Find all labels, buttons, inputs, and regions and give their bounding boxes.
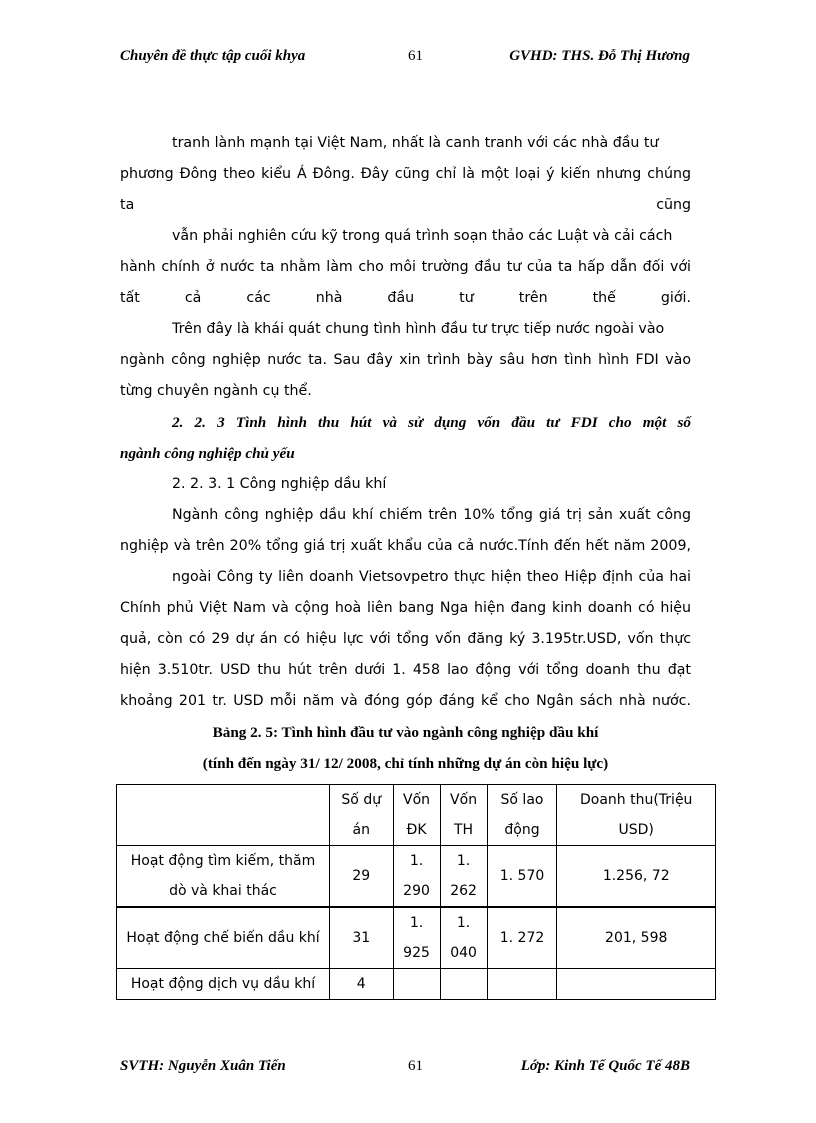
cell-projects: 29 (330, 846, 394, 908)
page-footer (120, 1058, 690, 1080)
paragraph-line: hành chính ở nước ta nhằm làm cho môi trường đầu tư của ta hấp dẫn đối với (120, 259, 691, 275)
paragraph-line: nghiệp và trên 20% tổng giá trị xuất khẩu của cả nước.Tính đến hết năm 2009, (120, 538, 691, 554)
section-heading: 2. 2. 3 Tình hình thu hút và sử dụng vốn đầu tư FDI cho một số (172, 414, 691, 431)
table-subcaption: (tính đến ngày 31/ 12/ 2008, chỉ tính những dự án còn hiệu lực) (202, 755, 609, 772)
paragraph-line: vẫn phải nghiên cứu kỹ trong quá trình soạn thảo các Luật và cải cách (172, 228, 673, 244)
header-registered-capital: Vốn ĐK (393, 785, 440, 846)
paragraph-line: tất cả các nhà đầu tư trên thế giới. (120, 290, 691, 306)
cell-implemented: 1. 040 (440, 907, 487, 969)
table-row (117, 846, 716, 908)
table-row (117, 969, 716, 1000)
paragraph-line: Trên đây là khái quát chung tình hình đầu tư trực tiếp nước ngoài vào (172, 321, 665, 337)
cell-registered: 1. 925 (393, 907, 440, 969)
footer-student: SVTH: Nguyễn Xuân Tiến (120, 1058, 286, 1074)
paragraph-line: ta cũng (120, 197, 691, 213)
cell-revenue: 1.256, 72 (557, 846, 716, 908)
section-heading-cont: ngành công nghiệp chủ yếu (120, 445, 295, 462)
body-text (120, 128, 691, 779)
row-label: Hoạt động chế biến dầu khí (117, 907, 330, 969)
paragraph-line: Chính phủ Việt Nam và cộng hoà liên bang Nga hiện đang kinh doanh có hiệu (120, 600, 691, 616)
table-caption: Bảng 2. 5: Tình hình đầu tư vào ngành công nghiệp dầu khí (212, 724, 599, 741)
oil-gas-table (116, 784, 716, 1000)
footer-page-number: 61 (408, 1058, 423, 1074)
paragraph-line: tranh lành mạnh tại Việt Nam, nhất là canh tranh với các nhà đầu tư (172, 135, 659, 151)
header-supervisor: GVHD: THS. Đỗ Thị Hương (509, 48, 690, 64)
footer-class: Lớp: Kinh Tế Quốc Tế 48B (520, 1058, 690, 1074)
paragraph-line: từng chuyên ngành cụ thể. (120, 383, 312, 399)
header-revenue: Doanh thu(Triệu USD) (557, 785, 716, 846)
cell-labor: 1. 272 (487, 907, 557, 969)
header-implemented-capital: Vốn TH (440, 785, 487, 846)
cell-implemented (440, 969, 487, 1000)
paragraph-line: ngoài Công ty liên doanh Vietsovpetro thực hiện theo Hiệp định của hai (172, 569, 691, 585)
page-header (120, 48, 690, 70)
cell-revenue (557, 969, 716, 1000)
header-projects: Số dự án (330, 785, 394, 846)
cell-labor: 1. 570 (487, 846, 557, 908)
header-title: Chuyên đề thực tập cuối khya (120, 48, 306, 64)
paragraph-line: ngành công nghiệp nước ta. Sau đây xin trình bày sâu hơn tình hình FDI vào (120, 352, 691, 368)
paragraph-line: khoảng 201 tr. USD mỗi năm và đóng góp đáng kể cho Ngân sách nhà nước. (120, 693, 691, 709)
cell-labor (487, 969, 557, 1000)
paragraph-line: hiện 3.510tr. USD thu hút trên dưới 1. 458 lao động với tổng doanh thu đạt (120, 662, 691, 678)
paragraph-line: Ngành công nghiệp dầu khí chiếm trên 10% tổng giá trị sản xuất công (172, 507, 691, 523)
header-labor: Số lao động (487, 785, 557, 846)
cell-implemented: 1. 262 (440, 846, 487, 908)
paragraph-line: quả, còn có 29 dự án có hiệu lực với tổng vốn đăng ký 3.195tr.USD, vốn thực (120, 631, 691, 647)
cell-projects: 4 (330, 969, 394, 1000)
row-label: Hoạt động dịch vụ dầu khí (117, 969, 330, 1000)
cell-registered (393, 969, 440, 1000)
paragraph-line: phương Đông theo kiểu Á Đông. Đây cũng chỉ là một loại ý kiến nhưng chúng (120, 166, 691, 182)
table-row (117, 907, 716, 969)
table-header-row (117, 785, 716, 846)
header-page-number: 61 (408, 48, 423, 64)
cell-registered: 1. 290 (393, 846, 440, 908)
subsection-heading: 2. 2. 3. 1 Công nghiệp dầu khí (172, 476, 387, 492)
header-blank-cell (117, 785, 330, 846)
cell-revenue: 201, 598 (557, 907, 716, 969)
row-label: Hoạt động tìm kiếm, thăm dò và khai thác (117, 846, 330, 908)
cell-projects: 31 (330, 907, 394, 969)
